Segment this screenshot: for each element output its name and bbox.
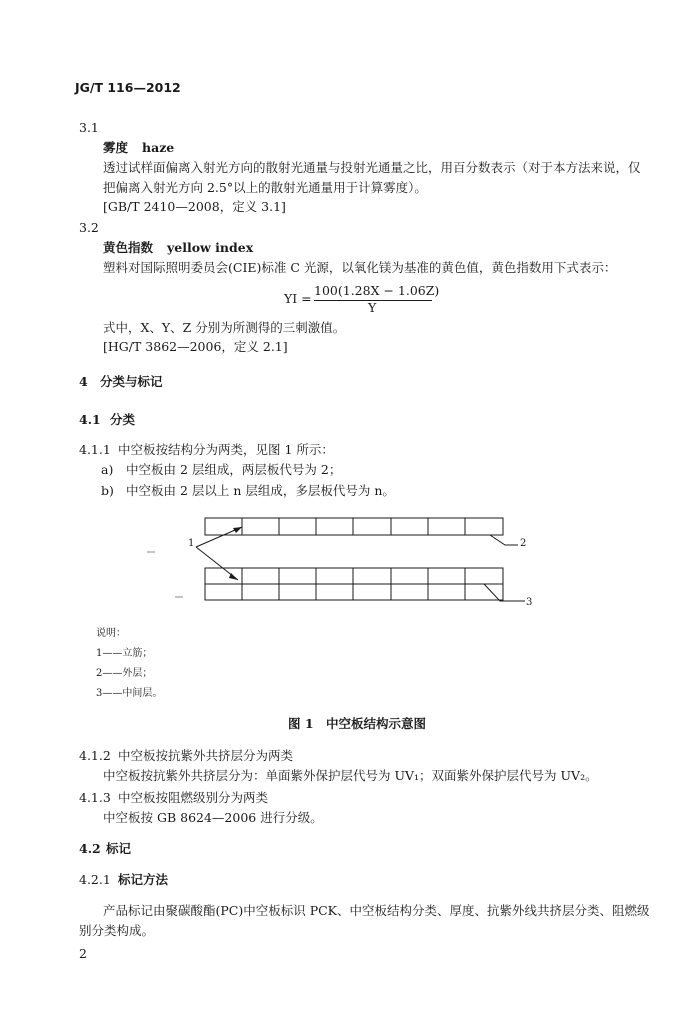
section-number-3-1: 3.1	[79, 120, 99, 135]
haze-definition-line-2: 把偏离入射光方向 2.5°以上的散射光通量用于计算雾度）。	[103, 180, 427, 195]
callout-2: 2	[520, 538, 527, 549]
section-title-4-1: 分类	[110, 412, 136, 427]
list-item-text-a: 中空板由 2 层组成，两层板代号为 2；	[126, 462, 342, 477]
page-number: 2	[79, 946, 87, 961]
section-title-4-2-1: 标记方法	[118, 872, 169, 887]
section-number-4-1-1: 4.1.1	[79, 442, 111, 457]
legend-item-rib: 1——立筋；	[96, 648, 153, 659]
flame-classification-text: 中空板按 GB 8624—2006 进行分级。	[103, 810, 323, 825]
callout-1: 1	[188, 538, 195, 549]
section-title-4-2: 标记	[106, 841, 132, 856]
figure-caption: 图 1 中空板结构示意图	[288, 716, 427, 731]
section-number-4-1-3: 4.1.3	[79, 790, 111, 805]
formula-lhs: YI =	[284, 291, 312, 306]
section-number-3-2: 3.2	[79, 220, 99, 235]
legend-title: 说明：	[96, 628, 126, 639]
legend-item-outer-layer: 2——外层；	[96, 668, 153, 679]
formula-denominator: Y	[368, 300, 377, 315]
section-number-4-2-1: 4.2.1	[79, 872, 111, 887]
term-yellow-index-zh: 黄色指数	[103, 240, 154, 255]
list-item-label-b: b)	[101, 483, 114, 498]
structure-classification-text: 中空板按结构分为两类，见图 1 所示：	[118, 442, 334, 457]
section-title-4-1-3: 中空板按阻燃级别分为两类	[118, 790, 269, 805]
standard-id: JG/T 116—2012	[75, 80, 181, 95]
section-number-4: 4	[79, 374, 88, 389]
term-haze-zh: 雾度	[103, 140, 129, 155]
yellow-index-definition: 塑料对国际照明委员会(CIE)标准 C 光源，以氧化镁为基准的黄色值，黄色指数用下式表示：	[103, 260, 617, 275]
section-title-4-1-2: 中空板按抗紫外共挤层分为两类	[118, 748, 294, 763]
section-number-4-1-2: 4.1.2	[79, 748, 111, 763]
marking-method-line-2: 别分类构成。	[79, 923, 155, 938]
marking-method-line-1: 产品标记由聚碳酸酯(PC)中空板标识 PCK、中空板结构分类、厚度、抗紫外线共挤层分类、阻燃级	[103, 903, 650, 918]
yellow-index-reference: [HG/T 3862—2006，定义 2.1]	[103, 339, 288, 354]
list-item-text-b: 中空板由 2 层以上 n 层组成，多层板代号为 n。	[126, 483, 395, 498]
section-number-4-1: 4.1	[79, 412, 101, 427]
arrowhead	[233, 527, 242, 533]
leader-line-2	[490, 535, 518, 545]
list-item-label-a: a)	[101, 462, 114, 477]
term-haze-en: haze	[142, 140, 175, 155]
uv-classification-text: 中空板按抗紫外共挤层分为：单面紫外保护层代号为 UV₁；双面紫外保护层代号为 UV₂。	[103, 768, 598, 783]
leader-line-3	[484, 584, 525, 601]
tristimulus-note: 式中，X、Y、Z 分别为所测得的三刺激值。	[103, 320, 346, 335]
two-layer-sheet-outline	[205, 518, 503, 535]
legend-item-middle-layer: 3——中间层。	[96, 688, 163, 699]
formula-numerator: 100(1.28X − 1.06Z)	[314, 283, 440, 298]
haze-definition-line-1: 透过试样面偏离入射光方向的散射光通量与投射光通量之比，用百分数表示（对于本方法来说，仅	[103, 160, 641, 175]
callout-3: 3	[526, 597, 533, 608]
term-yellow-index-en: yellow index	[167, 240, 254, 255]
section-title-4: 分类与标记	[100, 374, 163, 389]
section-number-4-2: 4.2	[79, 841, 101, 856]
haze-reference: [GB/T 2410—2008，定义 3.1]	[103, 199, 286, 214]
